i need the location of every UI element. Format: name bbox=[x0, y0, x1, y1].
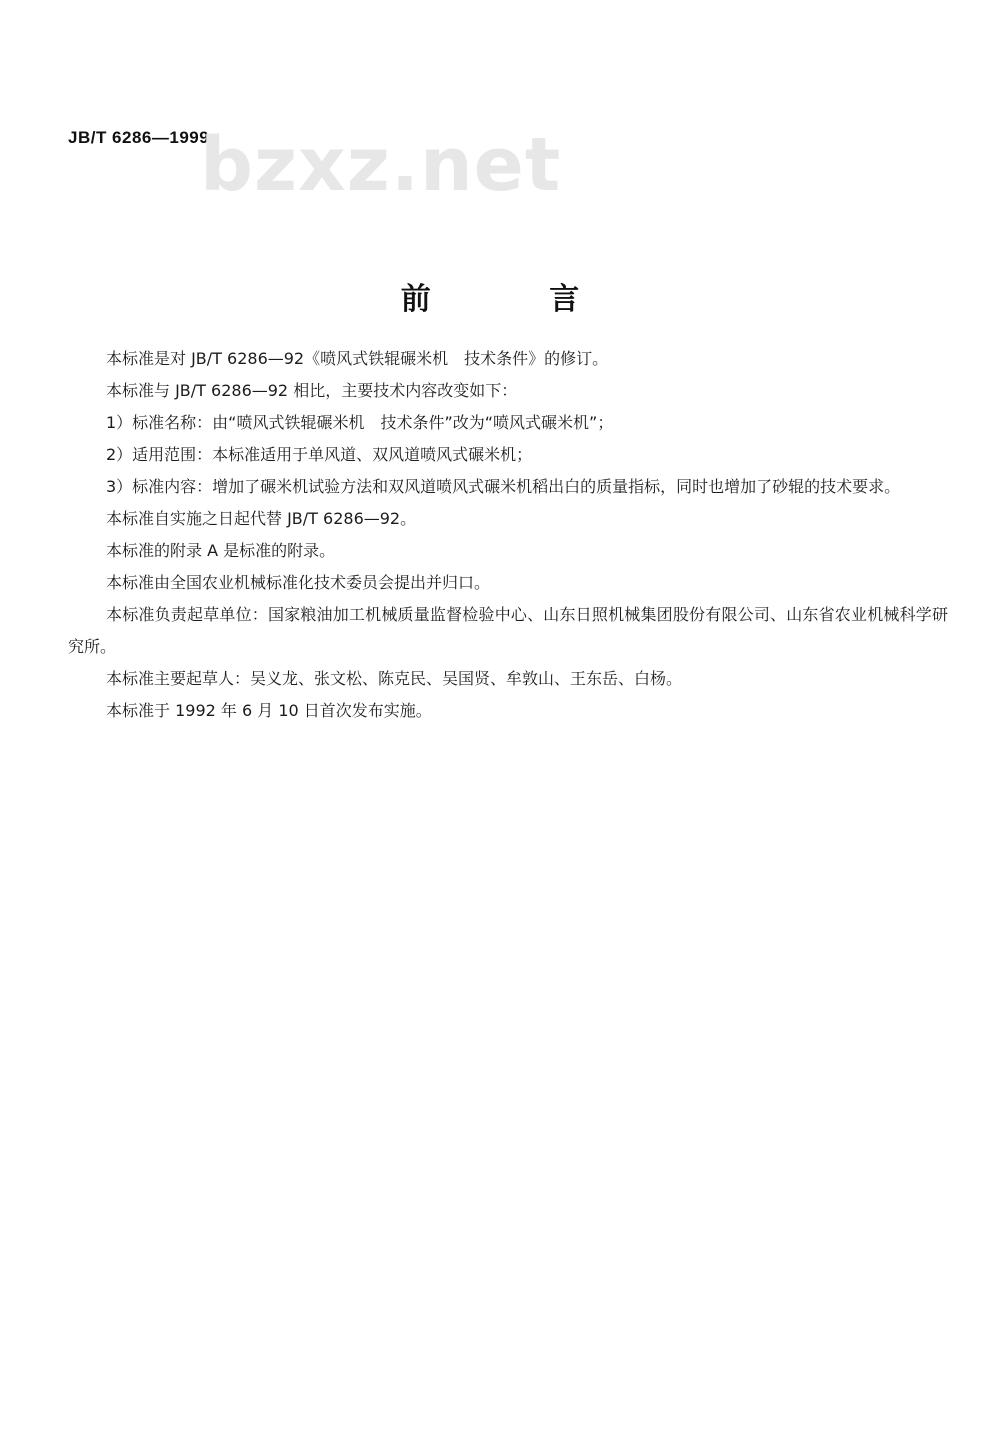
page-title: 前 言 bbox=[400, 282, 634, 317]
paragraph-first-issue: 本标准于 1992 年 6 月 10 日首次发布实施。 bbox=[106, 701, 432, 720]
paragraph-revision: 本标准是对 JB/T 6286—92《喷风式铁辊碾米机 技术条件》的修订。 bbox=[106, 349, 609, 368]
standard-number: JB/T 6286—1999 bbox=[68, 128, 210, 147]
paragraph-drafters: 本标准主要起草人：吴义龙、张文松、陈克民、吴国贤、牟敦山、王东岳、白杨。 bbox=[106, 669, 683, 688]
watermark: bzxz.net bbox=[200, 122, 562, 208]
foreword-body bbox=[68, 343, 948, 727]
paragraph-proposer: 本标准由全国农业机械标准化技术委员会提出并归口。 bbox=[106, 573, 491, 592]
paragraph-replaces: 本标准自实施之日起代替 JB/T 6286—92。 bbox=[106, 509, 417, 528]
paragraph-changes-intro: 本标准与 JB/T 6286—92 相比，主要技术内容改变如下： bbox=[106, 381, 518, 400]
paragraph-drafting-units: 本标准负责起草单位：国家粮油加工机械质量监督检验中心、山东日照机械集团股份有限公司、山东省农业机械科学研究所。 bbox=[68, 605, 948, 656]
paragraph-change-content: 3）标准内容：增加了碾米机试验方法和双风道喷风式碾米机稻出白的质量指标，同时也增加了砂辊的技术要求。 bbox=[106, 477, 901, 496]
paragraph-change-scope: 2）适用范围：本标准适用于单风道、双风道喷风式碾米机； bbox=[106, 445, 533, 464]
paragraph-appendix: 本标准的附录 A 是标准的附录。 bbox=[106, 541, 336, 560]
paragraph-change-name: 1）标准名称：由“喷风式铁辊碾米机 技术条件”改为“喷风式碾米机”； bbox=[106, 413, 614, 432]
